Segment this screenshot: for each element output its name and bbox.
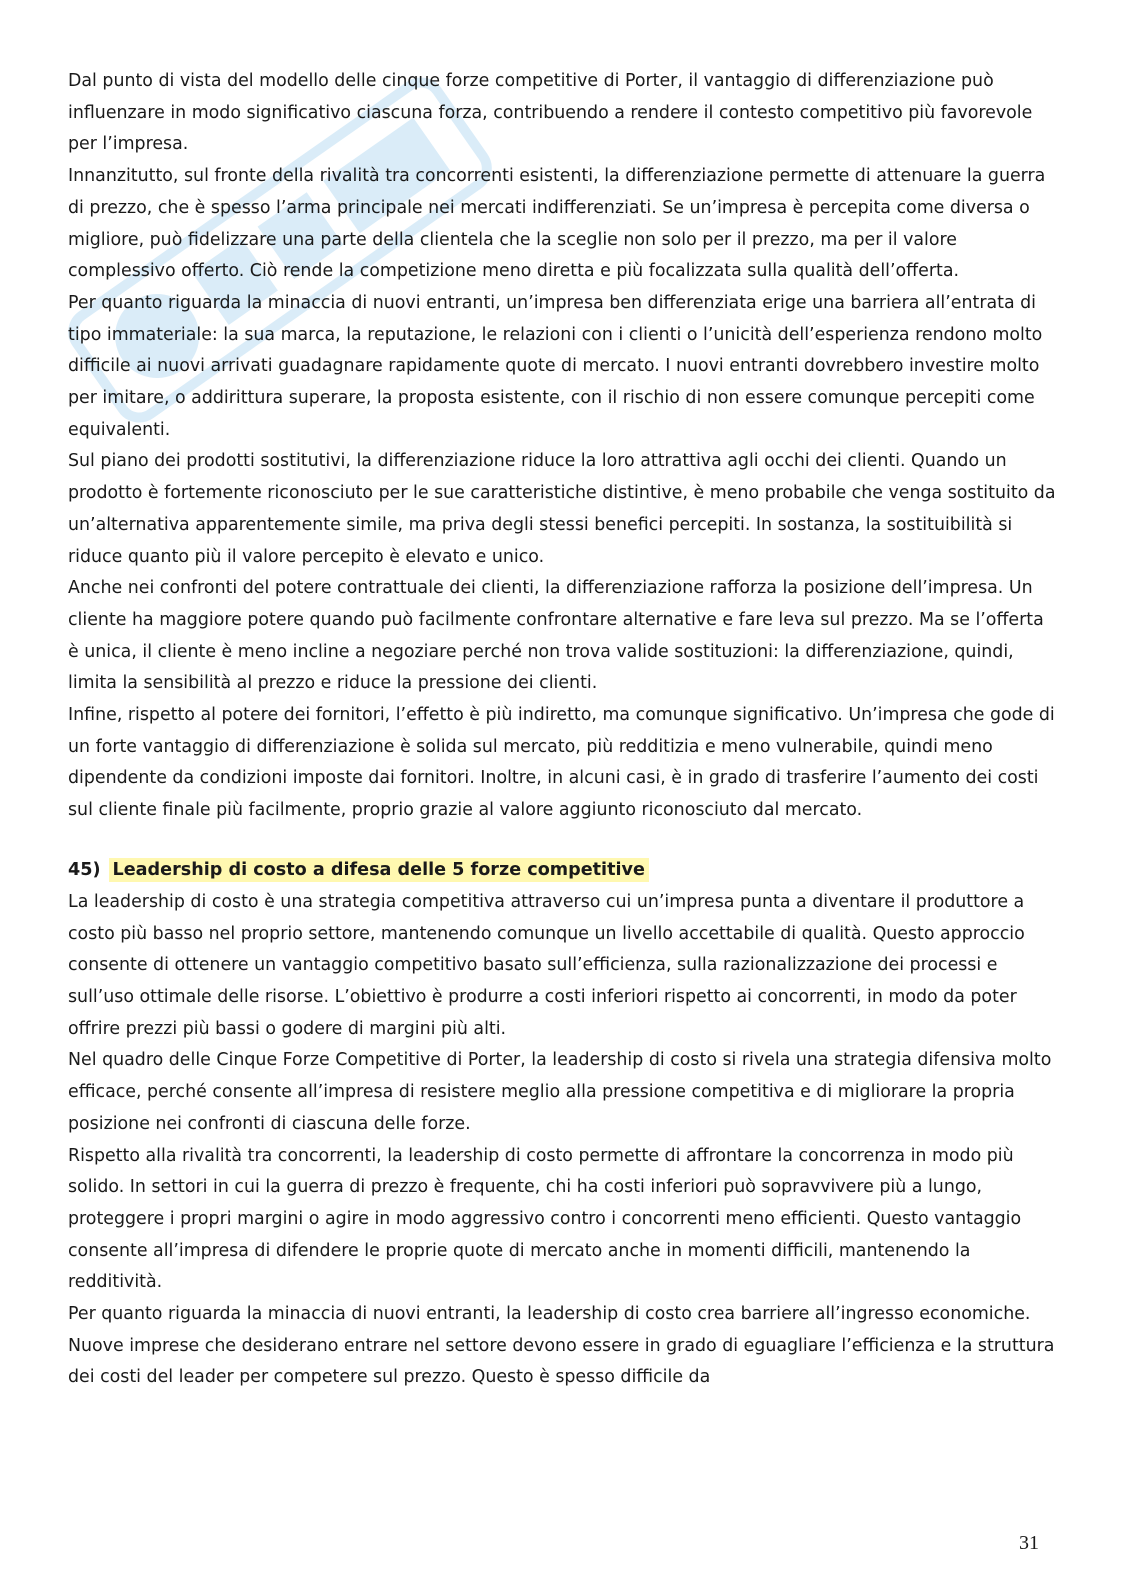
section-number: 45) xyxy=(68,859,101,880)
paragraph: Dal punto di vista del modello delle cinque forze competitive di Porter, il vantaggio di differenziazione può influenzare in modo significativo ciascuna forza, contribuendo a rendere il contesto competitivo più favorevole per l’impresa. xyxy=(68,71,1033,155)
section-heading xyxy=(68,853,1058,887)
paragraph: Sul piano dei prodotti sostitutivi, la differenziazione riduce la loro attrattiva agli occhi dei clienti. Quando un prodotto è fortemente riconosciuto per le sue caratteristiche distintive, è meno probabile che venga sostituito da un’alternativa apparentemente simile, ma priva degli stessi benefici percepiti. In sostanza, la sostituibilità si riduce quanto più il valore percepito è elevato e unico. xyxy=(68,451,1056,567)
paragraph: Innanzitutto, sul fronte della rivalità tra concorrenti esistenti, la differenziazione permette di attenuare la guerra di prezzo, che è spesso l’arma principale nei mercati indifferenziati. Se un’impresa è percepita come diversa o migliore, può fidelizzare una parte della clientela che la sceglie non solo per il prezzo, ma per il valore complessivo offerto. Ciò rende la competizione meno diretta e più focalizzata sulla qualità dell’offerta. xyxy=(68,166,1046,282)
paragraph: Per quanto riguarda la minaccia di nuovi entranti, un’impresa ben differenziata erige una barriera all’entrata di tipo immateriale: la sua marca, la reputazione, le relazioni con i clienti o l’unicità dell’esperienza rendono molto difficile ai nuovi arrivati guadagnare rapidamente quote di mercato. I nuovi entranti dovrebbero investire molto per imitare, o addirittura superare, la proposta esistente, con il rischio di non essere comunque percepiti come equivalenti. xyxy=(68,292,1043,440)
paragraph: Infine, rispetto al potere dei fornitori, l’effetto è più indiretto, ma comunque significativo. Un’impresa che gode di un forte vantaggio di differenziazione è solida sul mercato, più redditizia e meno vulnerabile, quindi meno dipendente da condizioni imposte dai fornitori. Inoltre, in alcuni casi, è in grado di trasferire l’aumento dei costi sul cliente finale più facilmente, proprio grazie al valore aggiunto riconosciuto dal mercato. xyxy=(68,705,1055,821)
paragraph: Per quanto riguarda la minaccia di nuovi entranti, la leadership di costo crea barriere all’ingresso economiche. Nuove imprese che desiderano entrare nel settore devono essere in grado di eguagliare l’efficienza e la struttura dei costi del leader per competere sul prezzo. Questo è spesso difficile da xyxy=(68,1304,1055,1388)
paragraph: Nel quadro delle Cinque Forze Competitive di Porter, la leadership di costo si rivela una strategia difensiva molto efficace, perché consente all’impresa di resistere meglio alla pressione competitiva e di migliorare la propria posizione nei confronti di ciascuna delle forze. xyxy=(68,1050,1052,1134)
paragraph: Rispetto alla rivalità tra concorrenti, la leadership di costo permette di affrontare la concorrenza in modo più solido. In settori in cui la guerra di prezzo è frequente, chi ha costi inferiori può sopravvivere più a lungo, proteggere i propri margini o agire in modo aggressivo contro i concorrenti meno efficienti. Questo vantaggio consente all’impresa di difendere le proprie quote di mercato anche in momenti difficili, mantenendo la redditività. xyxy=(68,1145,1022,1293)
paragraph: Anche nei confronti del potere contrattuale dei clienti, la differenziazione rafforza la posizione dell’impresa. Un cliente ha maggiore potere quando può facilmente confrontare alternative e fare leva sul prezzo. Ma se l’offerta è unica, il cliente è meno incline a negoziare perché non trova valide sostituzioni: la differenziazione, quindi, limita la sensibilità al prezzo e riduce la pressione dei clienti. xyxy=(68,578,1044,694)
section-title: Leadership di costo a difesa delle 5 forze competitive xyxy=(109,858,649,882)
paragraph: La leadership di costo è una strategia competitiva attraverso cui un’impresa punta a diventare il produttore a costo più basso nel proprio settore, mantenendo comunque un livello accettabile di qualità. Questo approccio consente di ottenere un vantaggio competitivo basato sull’efficienza, sulla razionalizzazione dei processi e sull’uso ottimale delle risorse. L’obiettivo è produrre a costi inferiori rispetto ai concorrenti, in modo da poter offrire prezzi più bassi o godere di margini più alti. xyxy=(68,891,1025,1039)
page-content xyxy=(68,66,1058,1394)
page-number: 31 xyxy=(1019,1532,1039,1554)
